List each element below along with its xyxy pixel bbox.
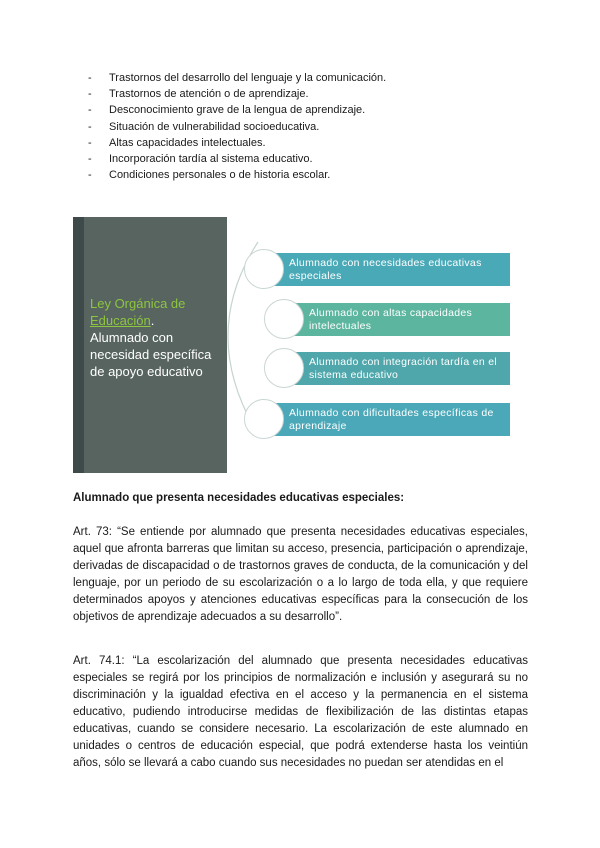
diagram-item-3 <box>286 352 510 385</box>
bullet-marker: - <box>88 136 92 149</box>
bullet-marker: - <box>88 72 92 84</box>
list-item <box>88 70 386 86</box>
diagram-item-label: Alumnado con altas capacidades intelectuales <box>309 307 473 332</box>
diagram-title-dot: . <box>150 313 155 328</box>
list-item <box>88 119 386 135</box>
list-item <box>88 135 386 151</box>
diagram-title-link: Educación <box>90 313 151 328</box>
list-item-text: Incorporación tardía al sistema educativo. <box>109 153 313 166</box>
diagram-item-label: Alumnado con dificultades específicas de aprendizaje <box>289 407 494 432</box>
section-heading: Alumnado que presenta necesidades educativas especiales: <box>73 492 405 504</box>
list-item-text: Desconocimiento grave de la lengua de aprendizaje. <box>109 104 366 117</box>
paragraph-art-73: Art. 73: “Se entiende por alumnado que presenta necesidades educativas especiales, aquel que afronta barreras que limitan su acceso, presencia, participación o aprendizaje, derivadas de discapacidad o de trastornos graves de conducta, de la comunicación y del lenguaje, por un periodo de su escolarización o a lo largo de toda ella, y que requiere determinados apoyos y atenciones educativas específicas para la consecución de los objetivos de aprendizaje adecuados a su desarrollo”. <box>73 526 528 623</box>
list-item <box>88 102 386 118</box>
list-item-text: Condiciones personales o de historia escolar. <box>109 169 331 182</box>
bullet-marker: - <box>88 153 92 166</box>
smartart-diagram <box>73 217 520 473</box>
diagram-item-3-circle <box>264 348 304 388</box>
diagram-title-rest: Alumnado con necesidad específica de apoyo educativo <box>90 330 212 379</box>
diagram-item-1-circle <box>244 249 284 289</box>
diagram-item-label: Alumnado con integración tardía en el sistema educativo <box>309 356 497 381</box>
bullet-list <box>88 70 386 183</box>
bullet-marker: - <box>88 120 92 133</box>
list-item-text: Altas capacidades intelectuales. <box>109 136 266 149</box>
list-item-text: Trastornos de atención o de aprendizaje. <box>109 88 309 101</box>
list-item-text: Trastornos del desarrollo del lenguaje y la comunicación. <box>109 72 387 84</box>
paragraph-art-74-1: Art. 74.1: “La escolarización del alumnado que presenta necesidades educativas especiales se regirá por los principios de normalización e inclusión y asegurará su no discriminación y la igualdad efectiva en el acceso y la permanencia en el sistema educativo, pudiendo introducirse medidas de flexibilización de las distintas etapas educativas, cuando se considere necesario. La escolarización de este alumnado en unidades o centros de educación especial, que podrá extenderse hasta los veintiún años, sólo se llevará a cabo cuando sus necesidades no puedan ser atendidas en el <box>73 655 528 769</box>
diagram-item-2-circle <box>264 299 304 339</box>
list-item <box>88 167 386 183</box>
list-item-text: Situación de vulnerabilidad socioeducativa. <box>109 120 320 133</box>
bullet-marker: - <box>88 169 92 182</box>
diagram-item-label: Alumnado con necesidades educativas especiales <box>289 257 482 282</box>
diagram-item-4 <box>266 403 510 436</box>
diagram-item-1 <box>266 253 510 286</box>
diagram-item-2 <box>286 303 510 336</box>
list-item <box>88 86 386 102</box>
bullet-marker: - <box>88 88 92 101</box>
diagram-item-4-circle <box>244 399 284 439</box>
list-item <box>88 151 386 167</box>
bullet-marker: - <box>88 104 92 117</box>
diagram-title-part1: Ley Orgánica de <box>90 296 186 311</box>
